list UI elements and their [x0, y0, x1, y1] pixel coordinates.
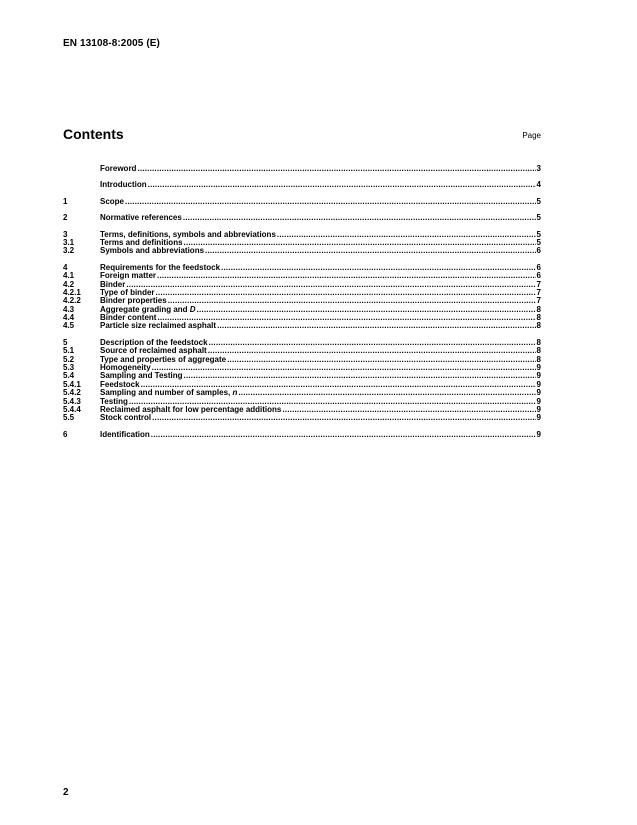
- toc-entry-title: Description of the feedstock: [100, 337, 208, 347]
- toc-entry-title: Binder: [100, 279, 126, 289]
- toc-entry-number: 5.5: [63, 413, 75, 423]
- toc-entry-page: 7: [536, 287, 541, 297]
- toc-entry-page: 4: [536, 180, 541, 190]
- toc-entry-page: 9: [536, 388, 541, 398]
- toc-entry-title: Source of reclaimed asphalt: [100, 346, 207, 356]
- toc-entry-number: 5.4.3: [63, 396, 81, 406]
- toc-entry[interactable]: [63, 272, 541, 280]
- toc-entry-number: 4.3: [63, 304, 75, 314]
- toc-dot-leader: [152, 364, 536, 372]
- toc-entry-page: 9: [536, 379, 541, 389]
- toc-dot-leader: [221, 264, 536, 272]
- toc-entry-title: Scope: [100, 196, 125, 206]
- toc-entry-number: 4.4: [63, 313, 75, 323]
- toc-entry-title: Type of binder: [100, 287, 155, 297]
- toc-entry-page: 6: [536, 262, 541, 272]
- toc-entry-number: 4.2: [63, 279, 75, 289]
- toc-entry-page: 9: [536, 413, 541, 423]
- toc-entry-number: 5.4.4: [63, 404, 81, 414]
- page-number: 2: [63, 787, 69, 798]
- toc-dot-leader: [184, 372, 536, 380]
- toc-dot-leader: [126, 281, 535, 289]
- toc-dot-leader: [152, 414, 535, 422]
- toc-dot-leader: [168, 297, 536, 305]
- toc-dot-leader: [205, 247, 536, 255]
- toc-dot-leader: [277, 231, 536, 239]
- toc-entry-page: 8: [536, 346, 541, 356]
- toc-entry[interactable]: [63, 247, 541, 255]
- toc-entry[interactable]: [63, 389, 541, 397]
- toc-dot-leader: [151, 431, 536, 439]
- document-id-header: EN 13108-8:2005 (E): [63, 38, 160, 49]
- toc-entry-italic-symbol: n: [232, 388, 238, 398]
- toc-entry-number: 4.5: [63, 321, 75, 331]
- toc-entry-page: 9: [536, 363, 541, 373]
- toc-entry-page: 6: [536, 246, 541, 256]
- toc-entry-title: Homogeneity: [100, 363, 151, 373]
- toc-entry-number: 3.2: [63, 246, 75, 256]
- page-column-label: Page: [522, 131, 541, 140]
- toc-dot-leader: [197, 306, 536, 314]
- toc-entry-title: Foreword: [100, 164, 137, 173]
- toc-dot-leader: [184, 239, 536, 247]
- toc-entry-title: Reclaimed asphalt for low percentage additions: [100, 404, 282, 414]
- toc-entry-page: 8: [536, 354, 541, 364]
- toc-entry-number: 5.4: [63, 371, 75, 381]
- toc-entry-page: 7: [536, 296, 541, 306]
- toc-dot-leader: [208, 347, 536, 355]
- toc-entry-page: 5: [536, 213, 541, 223]
- toc-entry-number: 4.2.1: [63, 287, 81, 297]
- toc-entry-number: 3.1: [63, 237, 75, 247]
- toc-entry[interactable]: [63, 322, 541, 330]
- toc-dot-leader: [238, 389, 535, 397]
- toc-entry-page: 9: [536, 396, 541, 406]
- toc-entry[interactable]: [63, 414, 541, 422]
- toc-entry-number: 4.1: [63, 271, 75, 281]
- toc-entry[interactable]: [63, 214, 541, 222]
- toc-entry-title: Binder content: [100, 313, 157, 323]
- toc-entry[interactable]: [63, 181, 541, 189]
- toc-dot-leader: [282, 406, 535, 414]
- toc-entry-page: 5: [536, 196, 541, 206]
- toc-entry-title: Aggregate grading and D: [100, 304, 196, 314]
- toc-entry-number: 1: [63, 196, 68, 206]
- toc-entry-page: 9: [536, 371, 541, 381]
- toc-entry-page: 7: [536, 279, 541, 289]
- toc-dot-leader: [209, 339, 536, 347]
- toc-entry-number: 3: [63, 229, 68, 239]
- toc-entry-page: 8: [536, 304, 541, 314]
- toc-entry-title: Testing: [100, 396, 128, 406]
- toc-entry-title: Sampling and Testing: [100, 371, 183, 381]
- toc-entry-number: 5: [63, 337, 68, 347]
- toc-entry-title: Foreign matter: [100, 271, 157, 281]
- toc-entry-title: Normative references: [100, 213, 182, 223]
- toc-entry[interactable]: [63, 165, 541, 173]
- toc-entry-title: Identification: [100, 429, 150, 439]
- toc-entry-number: 2: [63, 213, 68, 223]
- toc-entry-title: Binder properties: [100, 296, 167, 306]
- toc-entry[interactable]: [63, 431, 541, 439]
- toc-entry-page: 8: [536, 313, 541, 323]
- toc-entry-page: 8: [536, 337, 541, 347]
- toc-entry-page: 9: [536, 404, 541, 414]
- toc-entry-title: Type and properties of aggregate: [100, 354, 227, 364]
- toc-entry-number: 5.4.2: [63, 388, 81, 398]
- toc-entry-title: Terms, definitions, symbols and abbreviations: [100, 229, 276, 239]
- toc-dot-leader: [183, 214, 536, 222]
- toc-entry-page: 5: [536, 229, 541, 239]
- toc-entry-page: 3: [536, 164, 541, 173]
- toc-dot-leader: [217, 322, 535, 330]
- toc-entry-title: Feedstock: [100, 379, 140, 389]
- toc-dot-leader: [137, 165, 535, 173]
- toc-entry-italic-symbol: D: [189, 304, 196, 314]
- toc-entry[interactable]: [63, 198, 541, 206]
- toc-entry-number: 5.2: [63, 354, 75, 364]
- toc-entry-page: 6: [536, 271, 541, 281]
- toc-entry-title: Stock control: [100, 413, 152, 423]
- toc-entry-number: 5.3: [63, 363, 75, 373]
- toc-entry-title: Introduction: [100, 180, 147, 190]
- toc-entry-number: 4: [63, 262, 68, 272]
- toc-entry-number: 5.1: [63, 346, 75, 356]
- toc-entry-page: 9: [536, 429, 541, 439]
- table-of-contents: [63, 165, 541, 439]
- toc-entry-page: 8: [536, 321, 541, 331]
- toc-dot-leader: [148, 181, 536, 189]
- contents-heading: Contents: [63, 126, 124, 142]
- toc-dot-leader: [125, 198, 536, 206]
- toc-dot-leader: [156, 289, 536, 297]
- toc-entry-number: 6: [63, 429, 68, 439]
- toc-entry-title: Requirements for the feedstock: [100, 262, 221, 272]
- toc-entry-title: Particle size reclaimed asphalt: [100, 321, 217, 331]
- toc-entry-number: 5.4.1: [63, 379, 81, 389]
- toc-entry-title: Terms and definitions: [100, 237, 183, 247]
- toc-entry-title: Symbols and abbreviations: [100, 246, 205, 256]
- toc-entry-title: Sampling and number of samples, n: [100, 388, 238, 398]
- toc-dot-leader: [157, 272, 536, 280]
- toc-entry-number: 4.2.2: [63, 296, 81, 306]
- toc-dot-leader: [227, 356, 535, 364]
- toc-entry-page: 5: [536, 237, 541, 247]
